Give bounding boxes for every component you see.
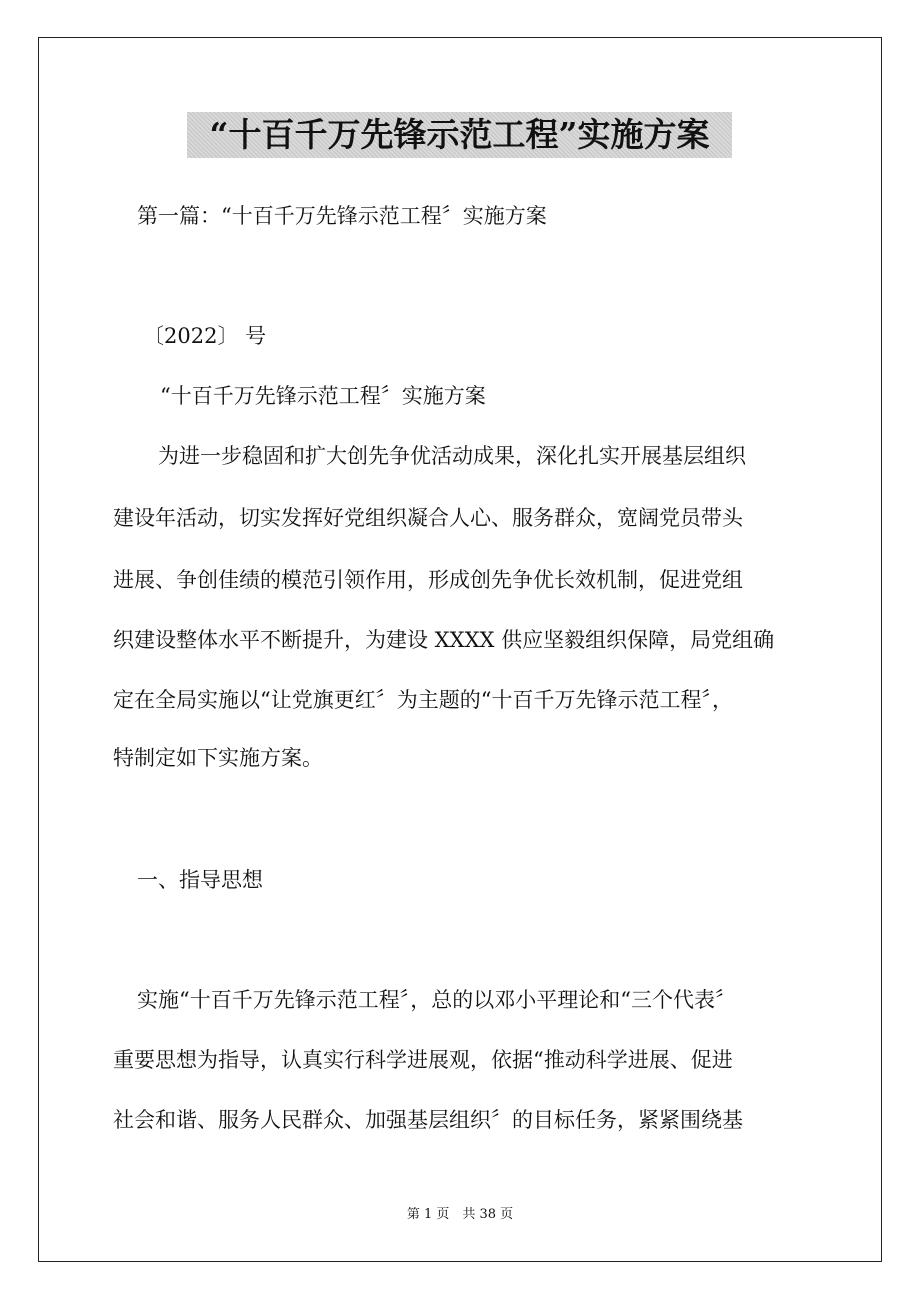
paragraph-line: 进展、争创佳绩的模范引领作用，形成创先争优长效机制，促进党组	[113, 568, 743, 592]
paragraph-line: 社会和谐、服务人民群众、加强基层组织〞的目标任务，紧紧围绕基	[113, 1108, 743, 1132]
document-number: 〔2022〕 号	[143, 324, 267, 348]
page-footer: 第 1 页 共 38 页	[406, 1207, 514, 1222]
paragraph-line: 特制定如下实施方案。	[113, 746, 323, 770]
document-title: “十百千万先锋示范工程”实施方案	[187, 112, 732, 158]
paragraph-line: 建设年活动，切实发挥好党组织凝合人心、服务群众，宽阔党员带头	[113, 506, 743, 530]
paragraph-line: 重要思想为指导，认真实行科学进展观，依据“推动科学进展、促进	[113, 1048, 733, 1072]
paragraph-line: 为进一步稳固和扩大创先争优活动成果，深化扎实开展基层组织	[158, 444, 746, 468]
paragraph-line: 实施“十百千万先锋示范工程〞，总的以邓小平理论和“三个代表〞	[137, 988, 736, 1012]
paragraph-line: 织建设整体水平不断提升，为建设 XXXX 供应坚毅组织保障，局党组确	[113, 628, 775, 652]
section-heading: 第一篇：“十百千万先锋示范工程〞实施方案	[137, 204, 547, 228]
subtitle: “十百千万先锋示范工程〞实施方案	[160, 384, 486, 408]
paragraph-line: 定在全局实施以“让党旗更红〞为主题的“十百千万先锋示范工程〞，	[113, 688, 733, 712]
section-heading-guiding-thought: 一、指导思想	[137, 868, 263, 892]
